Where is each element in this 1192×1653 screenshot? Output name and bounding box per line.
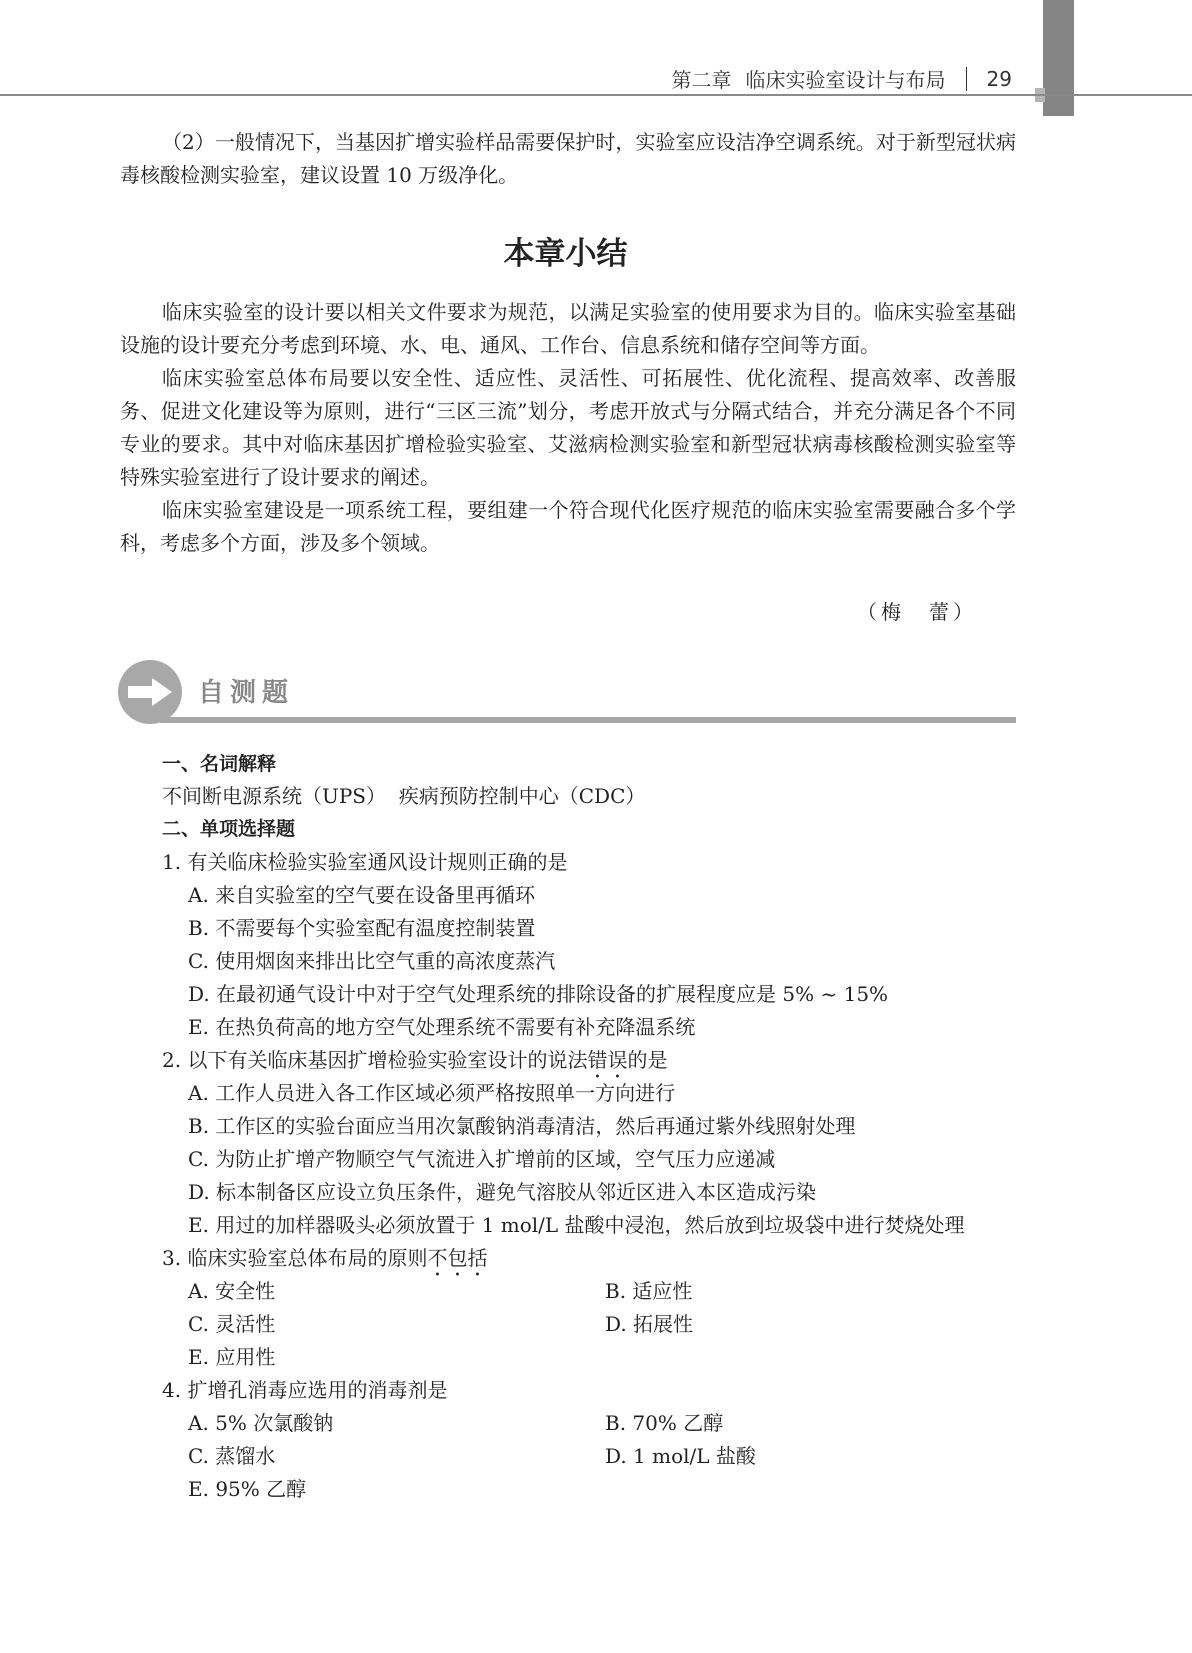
option: D. 拓展性 <box>605 1312 694 1336</box>
section-rule <box>160 717 1016 723</box>
option: B. 70% 乙醇 <box>605 1411 724 1435</box>
option: A. 来自实验室的空气要在设备里再循环 <box>188 883 536 907</box>
arrow-right-icon <box>128 676 174 708</box>
self-test-title: 自测题 <box>198 678 295 708</box>
option: B. 适应性 <box>605 1279 693 1303</box>
emphasis: 错误 <box>587 1048 628 1072</box>
summary-paragraph-1: 临床实验室的设计要以相关文件要求为规范，以满足实验室的使用要求为目的。临床实验室基础设施的设计要充分考虑到环境、水、电、通风、工作台、信息系统和储存空间等方面。 <box>120 300 1016 357</box>
chapter-number: 第二章 <box>671 68 732 92</box>
option: C. 使用烟囱来排出比空气重的高浓度蒸汽 <box>188 949 556 973</box>
page-number: 29 <box>986 66 1012 91</box>
option: B. 不需要每个实验室配有温度控制装置 <box>188 916 536 940</box>
option: A. 工作人员进入各工作区域必须严格按照单一方向进行 <box>188 1081 676 1105</box>
running-header <box>672 64 1012 93</box>
chapter-title: 临床实验室设计与布局 <box>745 68 946 92</box>
option: A. 安全性 <box>188 1279 276 1303</box>
option: E. 应用性 <box>188 1345 276 1369</box>
summary-title: 本章小结 <box>503 236 628 272</box>
option: E. 用过的加样器吸头必须放置于 1 mol/L 盐酸中浸泡，然后放到垃圾袋中进行焚烧处理 <box>188 1213 965 1237</box>
option: D. 1 mol/L 盐酸 <box>605 1444 756 1468</box>
page-edge-tab <box>1043 0 1074 116</box>
option: D. 在最初通气设计中对于空气处理系统的排除设备的扩展程度应是 5% ~ 15% <box>188 982 889 1006</box>
question-stem: 1. 有关临床检验实验室通风设计规则正确的是 <box>162 850 568 874</box>
option: A. 5% 次氯酸钠 <box>188 1411 334 1435</box>
stem-text: 2. 以下有关临床基因扩增检验实验室设计的说法 <box>162 1048 588 1072</box>
terms: 不间断电源系统（UPS） 疾病预防控制中心（CDC） <box>162 784 646 808</box>
author: （梅 蕾） <box>857 600 977 624</box>
section-heading: 二、单项选择题 <box>162 818 296 840</box>
option: C. 灵活性 <box>188 1312 276 1336</box>
summary-paragraph-2: 临床实验室总体布局要以安全性、适应性、灵活性、可拓展性、优化流程、提高效率、改善服务、促进文化建设等为原则，进行“三区三流”划分，考虑开放式与分隔式结合，并充分满足各个不同专业的要求。其中对临床基因扩增检验实验室、艾滋病检测实验室和新型冠状病毒核酸检测实验室等特殊实验室进行了设计要求的阐述。 <box>120 366 1016 489</box>
intro-paragraph: （2）一般情况下，当基因扩增实验样品需要保护时，实验室应设洁净空调系统。对于新型冠状病毒核酸检测实验室，建议设置 10 万级净化。 <box>120 130 1016 187</box>
option: C. 蒸馏水 <box>188 1444 276 1468</box>
header-rule <box>0 94 1192 96</box>
option: D. 标本制备区应设立负压条件，避免气溶胶从邻近区进入本区造成污染 <box>188 1180 817 1204</box>
option: C. 为防止扩增产物顺空气气流进入扩增前的区域，空气压力应递减 <box>188 1147 776 1171</box>
stem-text: 的是 <box>627 1048 668 1072</box>
header-separator <box>966 67 967 91</box>
question-stem: 4. 扩增孔消毒应选用的消毒剂是 <box>162 1378 448 1402</box>
section-heading: 一、名词解释 <box>162 753 277 775</box>
option: E. 95% 乙醇 <box>188 1477 307 1501</box>
emphasis: 不包括 <box>427 1246 488 1270</box>
option: E. 在热负荷高的地方空气处理系统不需要有补充降温系统 <box>188 1015 696 1039</box>
summary-paragraph-3: 临床实验室建设是一项系统工程，要组建一个符合现代化医疗规范的临床实验室需要融合多个学科，考虑多个方面，涉及多个领域。 <box>120 498 1016 555</box>
option: B. 工作区的实验台面应当用次氯酸钠消毒清洁，然后再通过紫外线照射处理 <box>188 1114 856 1138</box>
stem-text: 3. 临床实验室总体布局的原则 <box>162 1246 428 1270</box>
